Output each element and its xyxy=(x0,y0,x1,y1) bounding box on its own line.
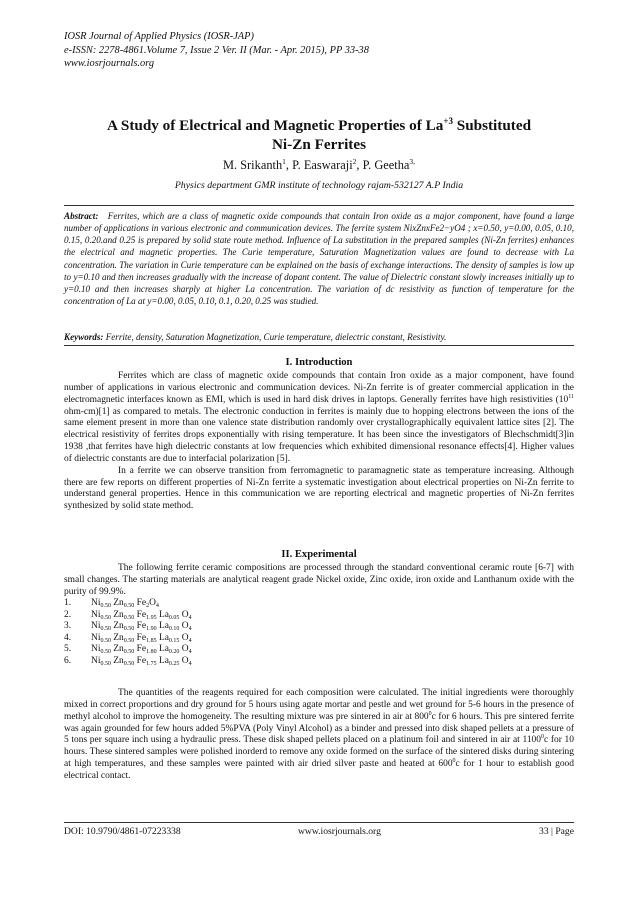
experimental-intro: The following ferrite ceramic compositions are processed through the standard conventional ceramic route [6-7] with small changes. The starting materials are analytical reagent grade Nickel oxide, Zinc oxide, iron oxide and Lanthanum oxide with the purity of 99.9%. xyxy=(64,563,574,597)
introduction-body xyxy=(64,371,574,513)
keywords-label: Keywords: xyxy=(64,332,104,342)
composition-item: 5. $Ni_{0.50}$ $Zn_{0.50}$ $Fe_{1.80}$ $La_{0.20}$ $O_4$ xyxy=(64,644,192,656)
experimental-procedure: The quantities of the reagents required for each composition were calculated. The initial ingredients were thoroughly mixed in correct proportions and dry ground for 5 hours using agate mortar and pestle and wet ground for 5-6 hours in the presence of methyl alcohol to improve the homogeneity. The resulting mixture was pre sintered in air at $800^0c$ for 6 hours. This pre sintered ferrite was again grounded for few hours added 5%PVA (Poly Vinyl Alcohol) as a binder and pressed into disk shaped pellets at a pressure of 5 tons per square inch using a hydraulic press. These disk shaped pellets placed on a platinum foil and sintered in air at 1100$^0$c for 10 hours. These sintered samples were polished inorderd to remove any oxide formed on the surface of the sintered disks during sintering at high temperatures, and these samples were painted with air dried silver paste and heated at $600^0c$ for 1 hour to establish good electrical contact. xyxy=(64,688,574,781)
paper-title: A Study of Electrical and Magnetic Properties of $La^{+3}$ Substituted Ni-Zn Ferrites xyxy=(106,116,532,153)
composition-item: 4. $Ni_{0.50}$ $Zn_{0.50}$ $Fe_{1.85}$ $La_{0.15}$ $O_4$ xyxy=(64,632,192,644)
footer-page-number: 33 | Page xyxy=(539,826,574,837)
journal-issue: e-ISSN: 2278-4861.Volume 7, Issue 2 Ver. II (Mar. - Apr. 2015), PP 33-38 xyxy=(64,44,369,56)
footer-doi: DOI: 10.9790/4861-07223338 xyxy=(64,826,181,837)
abstract-label: Abstract: xyxy=(64,211,99,221)
section-heading-experimental: II. Experimental xyxy=(281,549,357,560)
keywords xyxy=(64,331,574,343)
title-superscript: +3 xyxy=(443,116,453,126)
footer-site[interactable]: www.iosrjournals.org xyxy=(298,826,381,837)
composition-item: 6. $Ni_{0.50}$ $Zn_{0.50}$ $Fe_{1.75}$ $La_{0.25}$ $O_4$ xyxy=(64,655,192,667)
intro-paragraph-1: Ferrites which are class of magnetic oxide compounds that contain Iron oxide as a major component, have found number of applications in various electronic and communication devices. Ni-Zn ferrite is of greater commercial application in the electromagnetic interfaces known as EMI, which is used in hard disk drives in laptops. Generally ferrites have high resistivities ($10^{11}$ ohm-cm)[1] as compared to metals. The electronic conduction in ferrites is mainly due to hopping electrons between the ions of the same element present in more than one valence state distribution randomly over crystallographically equivalent lattice sites [2]. The electrical resistivity of ferrites drops exponentially with rising temperature. It has been since the investigators of Blechschmidt[3]in 1938 ,that ferrites have high dielectric constants at low frequencies which exhibited dimensional resonance effects[4]. Higher values of dielectric constants are due to interfacial polarization [5]. xyxy=(64,371,574,464)
keywords-text: Ferrite, density, Saturation Magnetization, Curie temperature, dielectric constant, Resistivity. xyxy=(105,332,447,342)
journal-header xyxy=(64,30,574,71)
journal-url[interactable]: www.iosrjournals.org xyxy=(64,58,155,70)
footer-rule xyxy=(64,822,574,823)
abstract-bottom-rule xyxy=(64,345,574,346)
section-heading-introduction: I. Introduction xyxy=(285,357,353,368)
abstract xyxy=(64,210,574,307)
composition-list xyxy=(64,598,574,668)
author-list: M. Srikanth$^1$, P. Easwaraji$^2$, P. Geetha$^{3,}$ xyxy=(222,157,416,172)
journal-name: IOSR Journal of Applied Physics (IOSR-JAP) xyxy=(64,31,254,42)
composition-item: 1. $Ni_{0.50}$ $Zn_{0.50}$ $Fe_2O_4$ xyxy=(64,598,159,609)
author-affiliation: Physics department GMR institute of technology rajam-532127 A.P India xyxy=(174,180,464,191)
composition-item: 3. $Ni_{0.50}$ $Zn_{0.50}$ $Fe_{1.90}$ $La_{0.10}$ $O_4$ xyxy=(64,621,192,633)
abstract-top-rule xyxy=(64,205,574,206)
intro-paragraph-2: In a ferrite we can observe transition from ferromagnetic to paramagnetic state as temperature increasing. Although there are few reports on different properties of Ni-Zn ferrite a systematic investigation about electrical properties on Ni-Zn ferrite to understand general properties. Hence in this communication we are reporting electrical and magnetic properties of Ni-Zn ferrites synthesized by solid state method. xyxy=(64,465,574,512)
composition-item: 2. $Ni_{0.50}$ $Zn_{0.50}$ $Fe_{1.95}$ $La_{0.05}$ $O_4$ xyxy=(64,609,192,621)
abstract-text: Ferrites, which are a class of magnetic oxide compounds that contain Iron oxide as a major component, have found a large number of applications in various electronic and communication devices. The ferrite system NixZnxFe2−yO4 ; x=0.50, y=0.00, 0.05, 0.10, 0.15, 0.20.and 0.25 is prepared by solid state route method. Influence of La substitution in the prepared samples (Ni-Zn ferrites) enhances the electrical and magnetic properties. The Curie temperature, Saturation Magnetization values are found to decrease with La concentration. The variation in Curie temperature can be explained on the basis of exchange interactions. The density of samples is low up to y=0.10 and then increases gradually with the increase of dopant content. The value of Dielectric constant slowly increases initially up to y=0.10 and then increases sharply at higher La concentration. The variation of dc resistivity as function of temperature for the concentration of La at y=0.00, 0.05, 0.10, 0.1, 0.20, 0.25 was studied. xyxy=(64,211,575,307)
